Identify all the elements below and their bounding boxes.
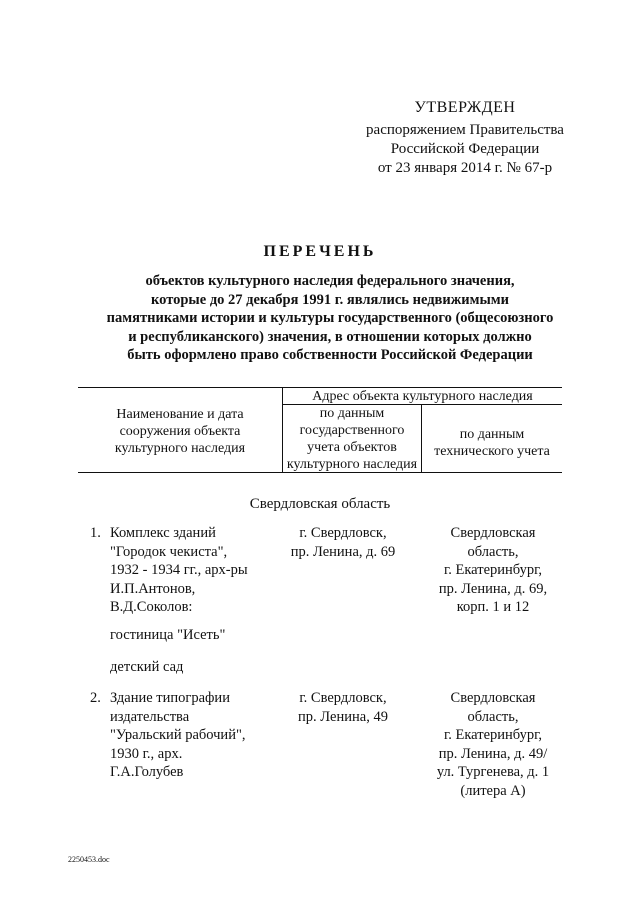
region-heading: Свердловская область — [249, 496, 391, 512]
subtitle-line: и республиканского) значения, в отношении которых должно — [128, 328, 532, 345]
document-subtitle — [100, 272, 560, 365]
header-name-column: Наименование и дата сооружения объекта культурного наследия — [114, 407, 246, 456]
subtitle-line: памятниками истории и культуры государственного (общесоюзного — [106, 310, 554, 326]
approval-line: Российской Федерации — [390, 141, 540, 157]
document-title: ПЕРЕЧЕНЬ — [263, 243, 377, 260]
subtitle-line: объектов культурного наследия федерального значения, — [145, 273, 515, 289]
footer-filename: 2250453.doc — [68, 855, 110, 864]
header-tech-record-column: по данным технического учета — [434, 427, 550, 459]
row-tech-address: Свердловская область, г. Екатеринбург, пр. Ленина, д. 49/ ул. Тургенева, д. 1 (литера А) — [436, 690, 550, 799]
subtitle-line: быть оформлено право собственности Российской Федерации — [127, 347, 533, 363]
row-state-address: г. Свердловск, пр. Ленина, 49 — [298, 690, 388, 725]
row-object-name: Комплекс зданий "Городок чекиста", 1932 - 1934 гг., арх-ры И.П.Антонов, В.Д.Соколов: — [110, 525, 248, 615]
row-sub-item: гостиница "Исеть" — [110, 627, 226, 643]
approval-line: от 23 января 2014 г. № 67-р — [377, 160, 553, 176]
row-state-address: г. Свердловск, пр. Ленина, д. 69 — [290, 525, 396, 560]
approval-title: УТВЕРЖДЕН — [414, 99, 516, 116]
row-sub-item: детский сад — [110, 659, 184, 675]
row-number: 2. — [90, 690, 101, 706]
header-state-record-column: по данным государственного учета объектов культурного наследия — [286, 406, 418, 472]
header-address-group: Адрес объекта культурного наследия — [312, 389, 533, 404]
row-object-name: Здание типографии издательства "Уральский рабочий", 1930 г., арх. Г.А.Голубев — [110, 690, 246, 780]
row-tech-address: Свердловская область, г. Екатеринбург, пр. Ленина, д. 69, корп. 1 и 12 — [438, 525, 548, 615]
approval-line: распоряжением Правительства — [366, 122, 564, 138]
row-number: 1. — [90, 525, 101, 541]
approval-block — [330, 98, 600, 178]
subtitle-line: которые до 27 декабря 1991 г. являлись недвижимыми — [150, 291, 510, 308]
